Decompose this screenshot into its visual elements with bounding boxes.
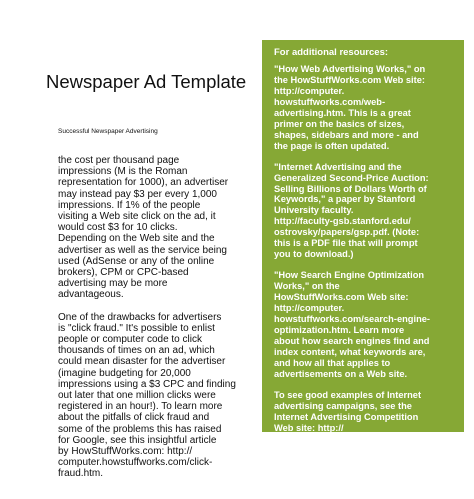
body-column — [58, 155, 258, 480]
resource-item: "How Web Advertising Works," on the HowStuffWorks.com Web site: http://computer. howstuffworks.com/web- advertising.htm. This is a great primer on the basics of sizes, shapes, sidebars and more - and the page is often updated. — [274, 64, 426, 151]
document-subtitle: Successful Newspaper Advertising — [58, 128, 158, 135]
resource-item: To see good examples of Internet advertising campaigns, see the Internet Advertising Competition Web site: http:// www.advertisingcompetition.org/ iac/ and BannerReport.com, which offers a gallery of successful banner ads categorized by size: http://www.bannerreport.com/html/ gallery.php. — [274, 389, 429, 499]
sidebar-heading: For additional resources: — [274, 47, 389, 58]
resource-item: "How Search Engine Optimization Works," on the HowStuffWorks.com Web site: http://computer. howstuffworks.com/search-engine- optimization.htm. Learn more about how search engines find and index content, what keywords are, and how all that applies to advertisements on a Web site. — [274, 270, 431, 379]
body-paragraph: the cost per thousand page impressions (M is the Roman representation for 1000), an advertiser may instead pay $3 per every 1,000 impressions. If 1% of the people visiting a Web site click on the ad, it would cost $3 for 10 clicks. Depending on the Web site and the advertiser as well as the service being used (AdSense or any of the online brokers), CPM or CPC-based advertising may be more advantageous. — [58, 155, 229, 301]
resources-sidebar — [262, 40, 464, 499]
body-paragraph: One of the drawbacks for advertisers is "click fraud." It's possible to enlist people or computer code to click thousands of times on an ad, which could mean disaster for the advertiser (imagine budgeting for 20,000 impressions using a $3 CPC and finding out later that one million clicks were registered in an hour!). To learn more about the pitfalls of click fraud and some of the problems this has raised for Google, see this insightful article by HowStuffWorks.com: http:// computer.howstuffworks.com/click- fraud.htm. — [58, 311, 236, 480]
document-title: Newspaper Ad Template — [46, 71, 247, 92]
resource-item: "Internet Advertising and the Generalized Second-Price Auction: Selling Billions of Dollars Worth of Keywords," a paper by Stanford University faculty. http://faculty-gsb.stanford.edu/ ostrovsky/papers/gsp.pdf. (Note: this is a PDF file that will prompt you to download.) — [274, 161, 429, 260]
